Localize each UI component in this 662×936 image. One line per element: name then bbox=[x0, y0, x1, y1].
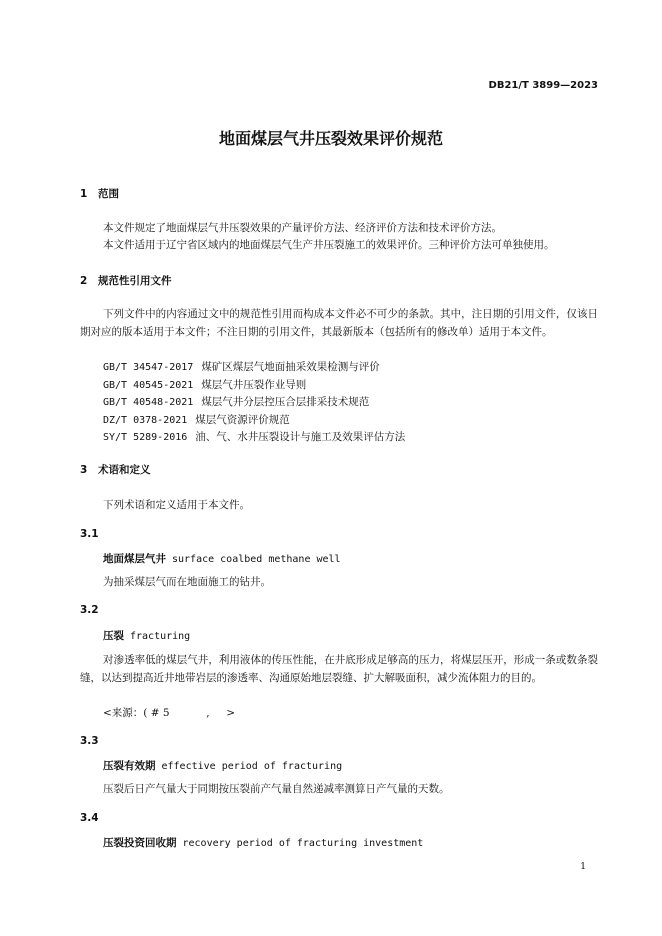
term-definition: 为抽采煤层气而在地面施工的钻井。 bbox=[103, 576, 271, 588]
section-2-heading bbox=[80, 273, 172, 288]
term-chinese: 压裂 bbox=[103, 630, 124, 642]
reference-list bbox=[103, 359, 405, 447]
term-definition: 压裂后日产气量大于同期按压裂前产气量自然递减率测算日产气量的天数。 bbox=[103, 783, 450, 795]
reference-item bbox=[103, 377, 405, 395]
reference-name: 煤矿区煤层气地面抽采效果检测与评价 bbox=[201, 361, 380, 373]
term-english: fracturing bbox=[130, 631, 191, 642]
section-3-heading bbox=[80, 462, 151, 477]
term-definition: 对渗透率低的煤层气井，利用液体的传压性能，在井底形成足够高的压力，将煤层压开，形成一条或数条裂缝，以达到提高近井地带岩层的渗透率、沟通原始地层裂缝、扩大解吸面积，减少流体阻力的目的。 bbox=[80, 654, 598, 684]
term-chinese: 压裂投资回收期 bbox=[103, 837, 177, 849]
standard-number: DB21/T 3899—2023 bbox=[488, 80, 598, 91]
reference-code: GB/T 40548-2021 bbox=[103, 397, 194, 408]
section-number: 2 bbox=[80, 275, 88, 287]
reference-name: 煤层气井压裂作业导则 bbox=[201, 378, 307, 391]
term-english: recovery period of fracturing investment bbox=[182, 838, 424, 849]
paragraph: 下列术语和定义适用于本文件。 bbox=[103, 499, 250, 511]
document-title: 地面煤层气井压裂效果评价规范 bbox=[218, 129, 443, 148]
reference-item bbox=[103, 394, 405, 412]
term-number: 3.2 bbox=[80, 604, 99, 616]
term-heading bbox=[103, 628, 190, 643]
term-chinese: 地面煤层气井 bbox=[103, 553, 166, 565]
reference-code: SY/T 5289-2016 bbox=[103, 432, 188, 443]
term-number: 3.3 bbox=[80, 735, 99, 747]
paragraph: 本文件规定了地面煤层气井压裂效果的产量评价方法、经济评价方法和技术评价方法。 bbox=[103, 222, 502, 234]
reference-name: 油、气、水井压裂设计与施工及效果评估方法 bbox=[195, 431, 406, 443]
paragraph: 本文件适用于辽宁省区域内的地面煤层气生产井压裂施工的效果评价。三种评价方法可单独使用。 bbox=[103, 239, 555, 251]
reference-item bbox=[103, 412, 405, 430]
reference-code: GB/T 34547-2017 bbox=[103, 362, 194, 373]
reference-code: GB/T 40545-2021 bbox=[103, 379, 194, 391]
term-english: surface coalbed methane well bbox=[172, 554, 341, 565]
term-chinese: 压裂有效期 bbox=[103, 760, 156, 772]
section-number: 3 bbox=[80, 464, 88, 476]
term-english: effective period of fracturing bbox=[161, 761, 343, 772]
section-number: 1 bbox=[80, 188, 88, 200]
term-heading bbox=[103, 835, 423, 850]
reference-name: 煤层气资源评价规范 bbox=[195, 413, 290, 426]
section-1-heading bbox=[80, 186, 119, 201]
section-title: 范围 bbox=[98, 188, 119, 200]
term-heading bbox=[103, 758, 342, 773]
term-source: <来源：( # 5 , > bbox=[103, 707, 236, 719]
reference-item bbox=[103, 359, 405, 377]
section-title: 术语和定义 bbox=[98, 464, 151, 476]
section-title: 规范性引用文件 bbox=[98, 275, 172, 287]
paragraph: 下列文件中的内容通过文中的规范性引用而构成本文件必不可少的条款。其中，注日期的引用文件，仅该日期对应的版本适用于本文件；不注日期的引用文件，其最新版本（包括所有的修改单）适用于本文件。 bbox=[80, 308, 598, 338]
reference-item bbox=[103, 429, 405, 447]
reference-code: DZ/T 0378-2021 bbox=[103, 414, 188, 426]
page-number: 1 bbox=[580, 862, 586, 872]
term-number: 3.4 bbox=[80, 812, 99, 824]
term-number: 3.1 bbox=[80, 528, 99, 540]
reference-name: 煤层气井分层控压合层排采技术规范 bbox=[201, 396, 370, 408]
term-heading bbox=[103, 551, 341, 566]
